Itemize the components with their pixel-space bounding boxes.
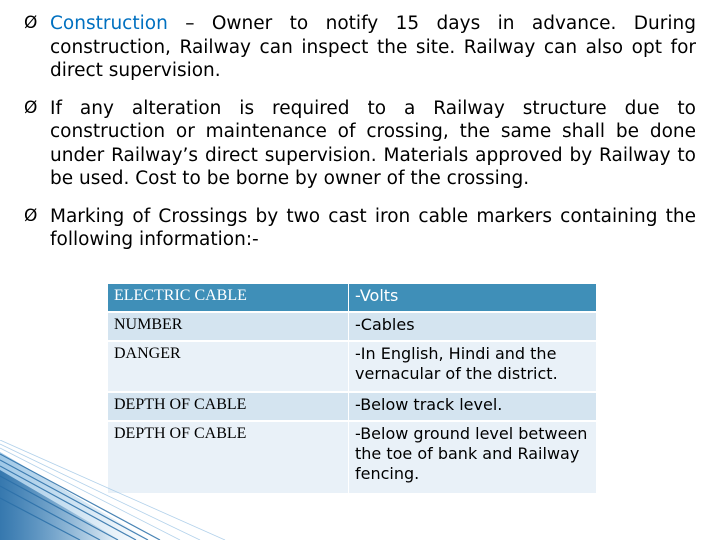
table-cell-value: -Cables (349, 312, 597, 341)
table-cell-label: ELECTRIC CABLE (108, 283, 349, 312)
table-row (108, 392, 597, 421)
table-row (108, 341, 597, 392)
bullet-list (24, 12, 696, 266)
table-cell-label: DANGER (108, 341, 349, 392)
table-cell-label: DEPTH OF CABLE (108, 421, 349, 493)
bullet-construction (24, 12, 696, 83)
corner-decoration-graphic (0, 440, 240, 540)
table-cell-label: NUMBER (108, 312, 349, 341)
arrow-bullet-icon: Ø (24, 97, 38, 118)
bullet-marking (24, 205, 696, 252)
bullet-text: – Owner to notify 15 days in advance. During construction, Railway can inspect the site. Railway can also opt for direct supervision. (50, 13, 696, 81)
bullet-alteration (24, 97, 696, 191)
arrow-bullet-icon: Ø (24, 205, 38, 226)
arrow-bullet-icon: Ø (24, 13, 38, 33)
bullet-text: If any alteration is required to a Railway structure due to construction or maintenance of crossing, the same shall be done under Railway’s direct supervision. Materials approved by Railway to be used. Cost to be borne by owner of the crossing. (50, 97, 696, 189)
table-cell-value: -Below ground level between the toe of bank and Railway fencing. (349, 421, 597, 493)
bullet-text: Marking of Crossings by two cast iron cable markers containing the following information:- (50, 205, 696, 250)
table-cell-value: -Below track level. (349, 392, 597, 421)
bullet-keyword: Construction (50, 13, 168, 34)
table-cell-value: -Volts (349, 283, 597, 312)
table-row (108, 312, 597, 341)
table-row (108, 283, 597, 312)
table-cell-label: DEPTH OF CABLE (108, 392, 349, 421)
table-cell-value: -In English, Hindi and the vernacular of the district. (349, 341, 597, 392)
